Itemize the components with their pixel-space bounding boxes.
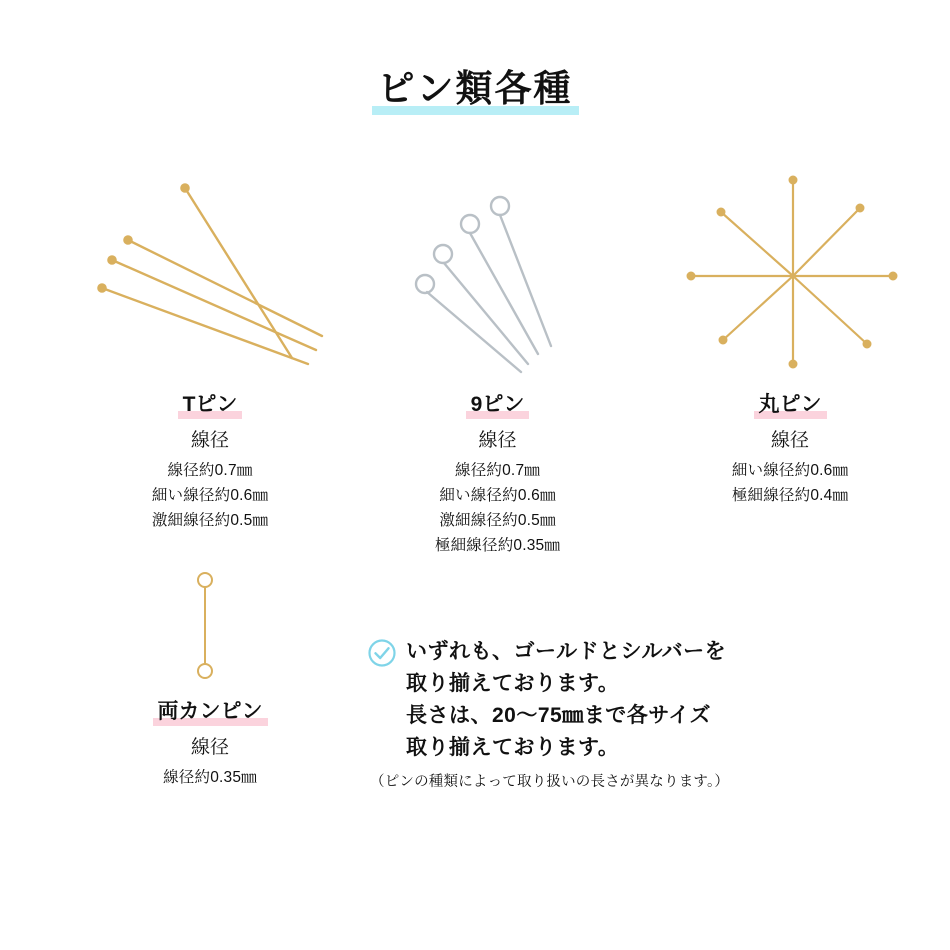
note-row [368,636,928,764]
9-pin-spec-2: 細い線径約0.6㎜ [439,487,556,505]
note-line-4: 取り揃えております。 [406,735,620,759]
page-title [372,58,579,116]
t-pin-spec-2: 細い線径約0.6㎜ [151,487,269,505]
note-line-2: 取り揃えております。 [406,671,620,695]
t-pin-illustration [60,168,360,388]
both-ends-pin-illustration [60,560,360,695]
section-round-pin [645,168,935,508]
note-subtext: （ピンの種類によって取り扱いの長さが異なります。） [370,773,730,790]
t-pin-subtitle: 線径 [190,430,229,451]
9-pin-spec-3: 激細線径約0.5㎜ [439,512,556,530]
t-pin-title [178,388,243,419]
round-pin-title-text: 丸ピン [758,393,822,416]
both-ends-pin-svg [60,560,360,690]
9-pin-spec-4: 極細線径約0.35㎜ [434,537,561,555]
t-pin-title-text: Tピン [182,393,238,416]
page-title-container [0,58,950,116]
round-pin-svg [645,168,935,383]
t-pin-svg [60,168,360,383]
page-title-text: ピン類各種 [377,68,573,109]
9-pin-title-text: 9ピン [470,393,525,416]
t-pin-spec-3: 激細線径約0.5㎜ [151,512,269,530]
round-pin-illustration [645,168,935,388]
round-pin-spec-2: 極細線径約0.4㎜ [731,487,849,505]
note-text [406,636,726,764]
round-pin-spec-1: 細い線径約0.6㎜ [731,462,849,479]
section-9-pin [355,168,640,558]
both-ends-pin-spec-1: 線径約0.35㎜ [163,769,257,786]
note-block [368,636,928,791]
9-pin-svg [355,168,640,383]
9-pin-subtitle: 線径 [478,430,517,451]
both-ends-pin-title-text: 両カンピン [157,700,263,723]
9-pin-title [466,388,530,419]
note-line-3: 長さは、20〜75㎜まで各サイズ [406,703,712,727]
check-circle-icon [368,639,396,672]
round-pin-subtitle: 線径 [770,430,809,451]
t-pin-spec-1: 線径約0.7㎜ [167,462,253,479]
note-line-1: いずれも、ゴールドとシルバーを [406,640,727,663]
9-pin-spec-1: 線径約0.7㎜ [455,462,540,479]
section-t-pin [60,168,360,533]
both-ends-pin-title [153,695,268,726]
9-pin-illustration [355,168,640,388]
round-pin-title [754,388,827,419]
section-both-ends-pin [60,560,360,790]
both-ends-pin-subtitle: 線径 [190,737,229,758]
